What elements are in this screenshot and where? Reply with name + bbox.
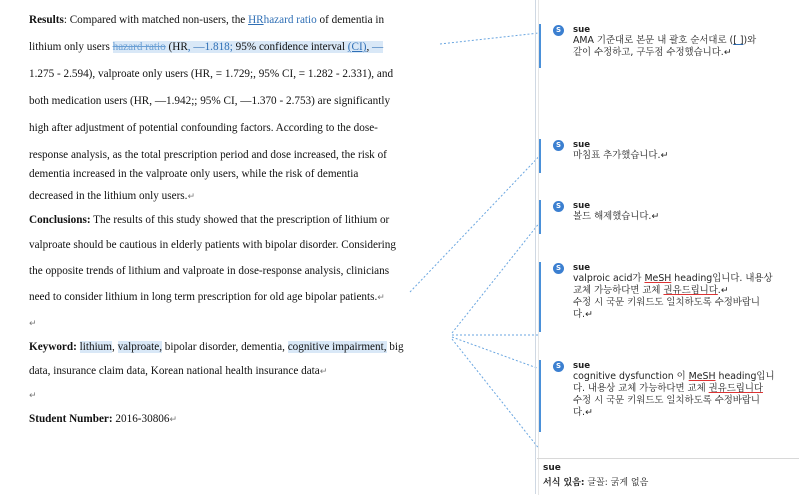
inserted-text[interactable]: — <box>369 41 384 53</box>
comment-author: sue <box>573 201 591 211</box>
results-line-7: dementia increased in the valproate only users, while the risk of dementia <box>29 168 359 180</box>
format-note-label: 서식 있음: <box>543 478 585 488</box>
results-line-3: 1.275 - 2.594), valproate only users (HR, = 1.729;, 95% CI, = 1.282 - 2.331), and <box>29 68 394 80</box>
student-number-value: 2016-30806 <box>112 413 170 425</box>
results-line-4: both medication users (HR, —1.942;; 95% CI, —1.370 - 2.753) are significantly <box>29 95 391 107</box>
inserted-text[interactable]: ; <box>229 41 233 53</box>
text-run: bipolar disorder, dementia, <box>162 341 288 353</box>
text-run: 수정 시 국문 키워드도 일치하도록 수정바랍니 다.↵ <box>573 395 760 418</box>
results-line-8 <box>29 189 195 204</box>
text-run: , <box>366 41 370 53</box>
avatar: S <box>553 263 564 274</box>
text-run: MeSH <box>688 371 716 382</box>
text-run: AMA 기준대로 본문 내 괄호 순서대로 ( <box>573 35 734 46</box>
blank-line <box>29 388 37 403</box>
results-line-5: high after adjustment of potential confounding factors. According to the dose- <box>29 122 378 134</box>
keyword-line-2 <box>29 364 327 379</box>
inserted-text[interactable]: hazard ratio <box>263 14 317 26</box>
comment-author: sue <box>573 361 591 371</box>
comment-bar <box>539 139 541 173</box>
comment-bar <box>539 262 541 332</box>
conclusions-line-4 <box>29 290 385 305</box>
student-number-line <box>29 412 177 427</box>
text-run: (HR <box>165 41 188 53</box>
inserted-text[interactable]: —1.818 <box>193 41 230 53</box>
deleted-text[interactable]: hazard ratio <box>112 41 166 53</box>
text-run: cognitive dysfunction 이 <box>573 371 689 382</box>
comment-author: sue <box>573 140 591 150</box>
text-run: 95% confidence interval <box>232 41 348 53</box>
comments-pane <box>538 0 800 495</box>
conclusions-line-1 <box>29 213 389 227</box>
text-run: [ ] <box>733 35 744 46</box>
format-note-author: sue <box>543 463 561 473</box>
comment-author: sue <box>573 25 591 35</box>
comment-text <box>573 273 787 321</box>
comment-bar <box>539 200 541 234</box>
text-run: of dementia in <box>316 14 385 26</box>
keyword-label: Keyword: <box>29 341 77 353</box>
format-note-text <box>543 475 648 488</box>
keyword-line-1 <box>29 340 404 354</box>
text-run: .↵ 수정 시 국문 키워드도 일치하도록 수정바랍니 다.↵ <box>573 285 760 320</box>
blank-line <box>29 316 37 331</box>
comment-bar <box>539 360 541 432</box>
results-line-6: response analysis, as the total prescription period and dose increased, the risk of <box>29 149 387 161</box>
paragraph-mark: ↵ <box>377 293 385 303</box>
paragraph-mark: ↵ <box>29 319 37 329</box>
comment-text: 볼드 해제했습니다.↵ <box>573 211 660 222</box>
conclusions-line-2: valproate should be cautious in elderly patients with bipolar disorder. Considering <box>29 239 396 251</box>
paragraph-mark: ↵ <box>169 415 178 425</box>
comment-5[interactable] <box>549 360 789 432</box>
conclusions-line-3: the opposite trends of lithium and valproate in dose-response analysis, clinicians <box>29 265 390 277</box>
paragraph-mark: ↵ <box>187 192 195 202</box>
text-run: MeSH <box>644 273 672 284</box>
text-run: lithium only users <box>29 41 113 53</box>
paragraph-mark: ↵ <box>29 391 37 401</box>
comment-text <box>573 35 787 59</box>
pane-divider <box>535 0 536 494</box>
comment-author: sue <box>573 263 591 273</box>
text-run: The results of this study showed that the prescription of lithium or <box>90 214 390 226</box>
text-run: decreased in the lithium only users. <box>29 190 188 202</box>
format-change-note[interactable] <box>537 458 799 493</box>
text-run: , <box>111 341 118 353</box>
comment-bar <box>539 24 541 68</box>
text-run: : Compared with matched non-users, the <box>63 14 249 26</box>
format-note-value: 글꼴: 굵게 없음 <box>584 478 649 488</box>
comment-4[interactable] <box>549 262 789 332</box>
avatar: S <box>553 140 564 151</box>
conclusions-label: Conclusions: <box>29 214 91 226</box>
comment-1[interactable] <box>549 24 789 68</box>
avatar: S <box>553 25 564 36</box>
text-run: data, insurance claim data, Korean national health insurance data <box>29 365 320 377</box>
text-run: heading입니다. 내용상 교체 가능하다면 교체 <box>573 273 773 296</box>
inserted-text[interactable]: HR <box>248 14 264 26</box>
text-run: heading입니 다. 내용상 교체 가능하다면 교체 <box>573 371 775 394</box>
keyword-lithium[interactable]: lithium <box>79 341 112 353</box>
paragraph-mark: ↵ <box>319 367 328 377</box>
results-line-2 <box>29 40 383 54</box>
inserted-text[interactable]: (CI) <box>347 41 367 53</box>
text-run: 권유드립니다 <box>663 285 718 296</box>
inserted-text[interactable]: , <box>187 41 194 53</box>
text-run: 권유드립니다 <box>708 383 763 394</box>
keyword-cognitive-impairment[interactable]: cognitive impairment, <box>287 341 387 353</box>
comment-3[interactable] <box>549 200 789 234</box>
text-run: big <box>386 341 404 353</box>
comment-2[interactable] <box>549 139 789 173</box>
comment-text <box>573 371 787 419</box>
keyword-valproate[interactable]: valproate, <box>117 341 162 353</box>
text-run: need to consider lithium in long term prescription for old age bipolar patients. <box>29 291 378 303</box>
text-run: valproic acid가 <box>573 273 645 284</box>
comment-text: 마침표 추가했습니다.↵ <box>573 150 669 161</box>
text-run: )와 같이 수정하고, 구두점 수정했습니다.↵ <box>573 35 757 58</box>
avatar: S <box>553 201 564 212</box>
student-number-label: Student Number: <box>29 413 113 425</box>
results-line-1 <box>29 13 384 27</box>
results-label: Results <box>29 14 64 26</box>
avatar: S <box>553 361 564 372</box>
